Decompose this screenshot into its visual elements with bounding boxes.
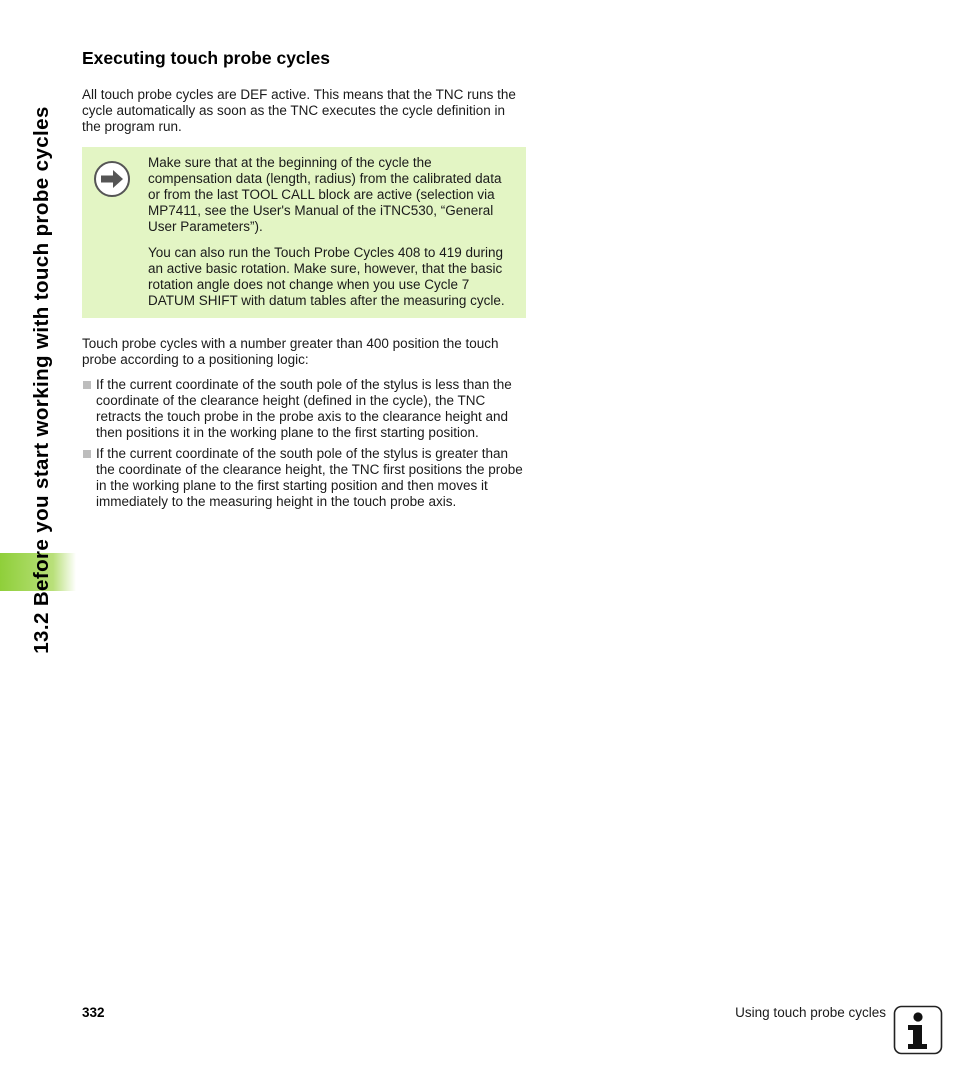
arrow-right-icon (92, 159, 132, 199)
positioning-intro: Touch probe cycles with a number greater than 400 position the touch probe according to a positioning logic: (82, 336, 499, 367)
note-body (148, 155, 514, 309)
footer-chapter-title: Using touch probe cycles (735, 1005, 886, 1020)
bullet-square-icon (83, 381, 91, 389)
bullet-square-icon (83, 450, 91, 458)
info-icon[interactable] (893, 1005, 943, 1055)
intro-paragraph: All touch probe cycles are DEF active. This means that the TNC runs the cycle automatically as soon as the TNC executes the cycle definition in the program run. (82, 87, 516, 134)
main-content (82, 47, 526, 515)
note-paragraph-2: You can also run the Touch Probe Cycles 408 to 419 during an active basic rotation. Make sure, however, that the basic rotation angle does not change when you use Cycle 7 DATUM SHIFT with datum tables after the measuring cycle. (148, 245, 505, 308)
list-item-text: If the current coordinate of the south pole of the stylus is less than the coordinate of the clearance height (defined in the cycle), the TNC retracts the touch probe in the probe axis to the clearance height and then positions it in the working plane to the first starting position. (96, 377, 512, 440)
list-item (82, 446, 526, 510)
note-box (82, 147, 526, 318)
section-heading: Executing touch probe cycles (82, 48, 330, 68)
list-item-text: If the current coordinate of the south pole of the stylus is greater than the coordinate of the clearance height, the TNC first positions the probe in the working plane to the first starting position and then moves it immediately to the measuring height in the touch probe axis. (96, 446, 523, 509)
page-number: 332 (82, 1005, 105, 1020)
note-paragraph-1: Make sure that at the beginning of the cycle the compensation data (length, radius) from the calibrated data or from the last TOOL CALL block are active (selection via MP7411, see the User's Manual of the iTNC530, “General User Parameters”). (148, 155, 502, 234)
list-item (82, 377, 526, 441)
chapter-side-title: 13.2 Before you start working with touch probe cycles (30, 106, 53, 654)
